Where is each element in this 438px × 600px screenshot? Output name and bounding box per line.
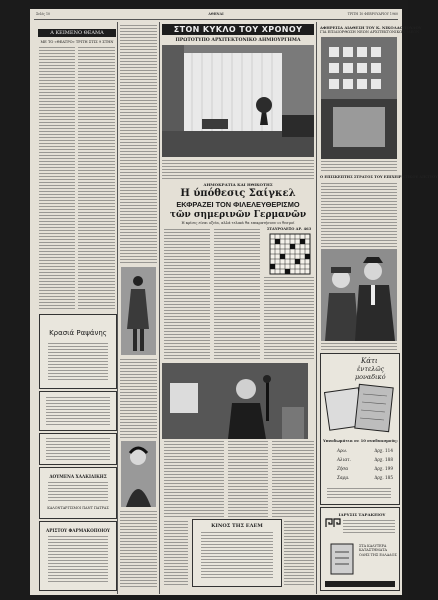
- center-bottom-text-2: [228, 441, 268, 517]
- ad-notice-2: [39, 433, 117, 465]
- ad-kati-word: Κάτι: [361, 357, 378, 365]
- price-value: Δρχ. 114: [374, 448, 393, 453]
- photo-speaker-graphic: [162, 363, 308, 439]
- headline-deck: Η κρίσις είναι οξεία, αλλά τελικά θα επικρατήσουν οι θεσμοί: [181, 221, 295, 225]
- ad-pharmacist-text: [48, 536, 108, 584]
- ad-wine-text: [48, 343, 108, 381]
- right-top-title: ΑΦΗΡΕΙΣΑ ΔΙΑΘΕΣΗ ΤΟΥ Κ. ΝΙΚΟΛΑΟΠΟΥΛΟΥ: [320, 25, 422, 30]
- price-label: Αρω.: [337, 448, 348, 453]
- price-value: Δρχ. 188: [374, 457, 393, 462]
- price-label: Ζήσα: [337, 466, 349, 471]
- ad-wine: [39, 314, 117, 389]
- ad-monadiko-word: μοναδικό: [355, 373, 386, 381]
- newspaper-name: ΑΘΗΝΑΙ: [208, 12, 224, 16]
- architecture-title: ΠΡΩΤΟΤΥΠΟ ΑΡΧΙΤΕΚΤΟΝΙΚΟ ΔΗΜΙΟΥΡΓΗΜΑ: [175, 38, 301, 43]
- crossword-title: ΣΤΑΥΡΟΛΕΞΟ ΑΡ. 463: [266, 227, 312, 231]
- right-photo-caption: [321, 161, 397, 171]
- ad-pharmacist: [39, 521, 117, 591]
- price-row: [337, 464, 393, 473]
- headline-line-1: Η ύπόθεσις Σαίγκελ: [180, 188, 296, 199]
- ad-product-illustration: [325, 384, 395, 434]
- section-banner: ΣΤΟΝ ΚΥΚΛΟ ΤΟΥ ΧΡΟΝΟΥ: [162, 24, 314, 35]
- ad-tarakeio-illustration: [327, 538, 357, 578]
- right-photo-caption-2: [321, 343, 397, 351]
- left-article-text-b: [78, 47, 115, 311]
- photo-speaker-microphone: [162, 363, 308, 439]
- photo-fashion-model: [121, 267, 156, 355]
- price-value: Δρχ. 185: [374, 475, 393, 480]
- crossword-clues: [264, 277, 314, 359]
- left-article-text-a: [39, 47, 75, 311]
- photo-architecture-graphic: [162, 45, 314, 157]
- ad-pharmacist-title: ΑΡΙΣΤΟΥ ΦΑΡΜΑΚΟΠΟΙΟΥ: [46, 528, 110, 533]
- center-bottom-text-3: [272, 441, 314, 517]
- left-subheading: ΜΕ ΤΟ «ΘΕΑΤΡΟ» ΤΡΙΤΗ ΣΤΙΣ 9 ΣΤΗΝ: [40, 40, 114, 44]
- ad-notice-1: [39, 391, 117, 431]
- col2-text-top: [120, 25, 157, 265]
- photo-architecture-model-graphic: [321, 37, 397, 159]
- photo-portrait-woman-graphic: [121, 441, 156, 507]
- issue-date: ΤΡΙΤΗ 10 ΦΕΒΡΟΥΑΡΙΟΥ 1960: [347, 12, 398, 16]
- price-label: Αλιατ.: [337, 457, 351, 462]
- center-right-strip: [284, 521, 314, 585]
- price-row: [337, 455, 393, 464]
- photo-two-men-graphic: [321, 249, 397, 341]
- ad-halkidiki-title: ΔΟΥΜΕΝΑ ΧΑΛΚΙΔΙΚΗΣ: [49, 474, 107, 479]
- right-top-sub: ΓΙΑ ΕΠΙΔΙΟΡΘΩΣΗ ΝΕΩΝ ΑΡΧΙΤΕΚΤΟΝΙΚΩΝ ΙΔΕΩΝ: [320, 30, 420, 34]
- col2-text-mid: [120, 359, 157, 439]
- right-mid-text: [321, 183, 397, 247]
- greek-key-icon: [325, 518, 341, 528]
- photo-architecture-interior: [162, 45, 314, 157]
- ad-brand-sub: ΣΤΑ ΚΑΛΥΤΕΡΑ ΚΑΤΑΣΤΗΜΑΤΑ ΟΛΗΣ ΤΗΣ ΕΛΛΑΔΟΣ: [359, 544, 397, 557]
- ad-notice-1-text: [46, 397, 110, 425]
- newspaper-sheet: [30, 9, 438, 595]
- architecture-caption-text: [162, 160, 314, 180]
- price-row: [337, 446, 393, 455]
- ad-brand-name: ΙΔΡΥΣΙΣ ΤΑΡΑΚΕΙΟΥ: [338, 512, 386, 517]
- ad-tarakeio-text: [343, 520, 395, 534]
- ad-kati: [320, 353, 400, 505]
- ad-cinema: [192, 519, 282, 587]
- photo-two-men: [321, 249, 397, 341]
- crossword-grid: [270, 234, 310, 274]
- col2-text-bottom: [120, 511, 157, 589]
- ad-tarakeio-footer-bar: [325, 581, 395, 587]
- price-list: [337, 446, 393, 482]
- column-rule-2: [159, 22, 160, 594]
- left-section-heading: Α ΚΕΙΜΕΝΟ ΘΕΑΜΑ: [38, 29, 116, 37]
- column-rule-3: [316, 22, 317, 594]
- headline-line-2: ΕΚΦΡΑΖΕΙ ΤΟΝ ΦΙΛΕΛΕΥΘΕΡΙΣΜΟ: [176, 200, 300, 209]
- headline-line-3: τῶν σημερινῶν Γερμανῶν: [169, 210, 307, 220]
- right-mid-title: Ο ΕΠΙΣΚΕΠΤΗΣ ΣΤΡΑΤΟΣ ΤΟΥ ΕΠΙΧΕΙΡΗΤΙΚΟΥ ΔΙΚΤΥΟΥ: [320, 175, 438, 179]
- ad-cinema-text: [201, 532, 273, 580]
- page-number: Σελίς 10: [36, 12, 51, 16]
- ad-halkidiki-sub: ΚΑΛΟΝΤΑΡΓΙΣΜΟΙ ΠΑΝΤ ΠΑΤΡΑΣ: [47, 506, 109, 510]
- headline-kicker: ΔΗΜΟΚΡΑΤΙΑ ΚΑΙ ΗΘΙΚΟΤΗΣ: [203, 182, 273, 187]
- center-bottom-text-1: [164, 441, 224, 517]
- ad-kati-fineprint: [327, 488, 391, 500]
- ad-halkidiki: [39, 467, 117, 519]
- ad-entelos-word: ἐντελῶς: [357, 365, 385, 373]
- ad-question: Υπνοδωμάτια σε 10 συνδυασμούς;: [323, 438, 398, 443]
- ad-tarakeio: [320, 507, 400, 591]
- ad-wine-title: Κρασιά Ραψάνης: [49, 329, 107, 337]
- price-value: Δρχ. 199: [374, 466, 393, 471]
- center-left-strip: [164, 521, 188, 585]
- header-rule: [34, 19, 398, 20]
- ad-halkidiki-text: [48, 482, 108, 502]
- ad-cinema-title: ΚΙΝΟΣ ΤΗΣ ΕΛΕΜ: [211, 523, 263, 529]
- price-label: Σαρμ.: [337, 475, 350, 480]
- photo-portrait-woman: [121, 441, 156, 507]
- ad-notice-2-text: [46, 438, 110, 460]
- center-article-col-2: [214, 229, 260, 359]
- photo-architecture-model: [321, 37, 397, 159]
- price-row: [337, 473, 393, 482]
- photo-fashion-model-graphic: [121, 267, 156, 355]
- center-article-col-1: [164, 229, 210, 359]
- column-rule-1: [117, 22, 118, 594]
